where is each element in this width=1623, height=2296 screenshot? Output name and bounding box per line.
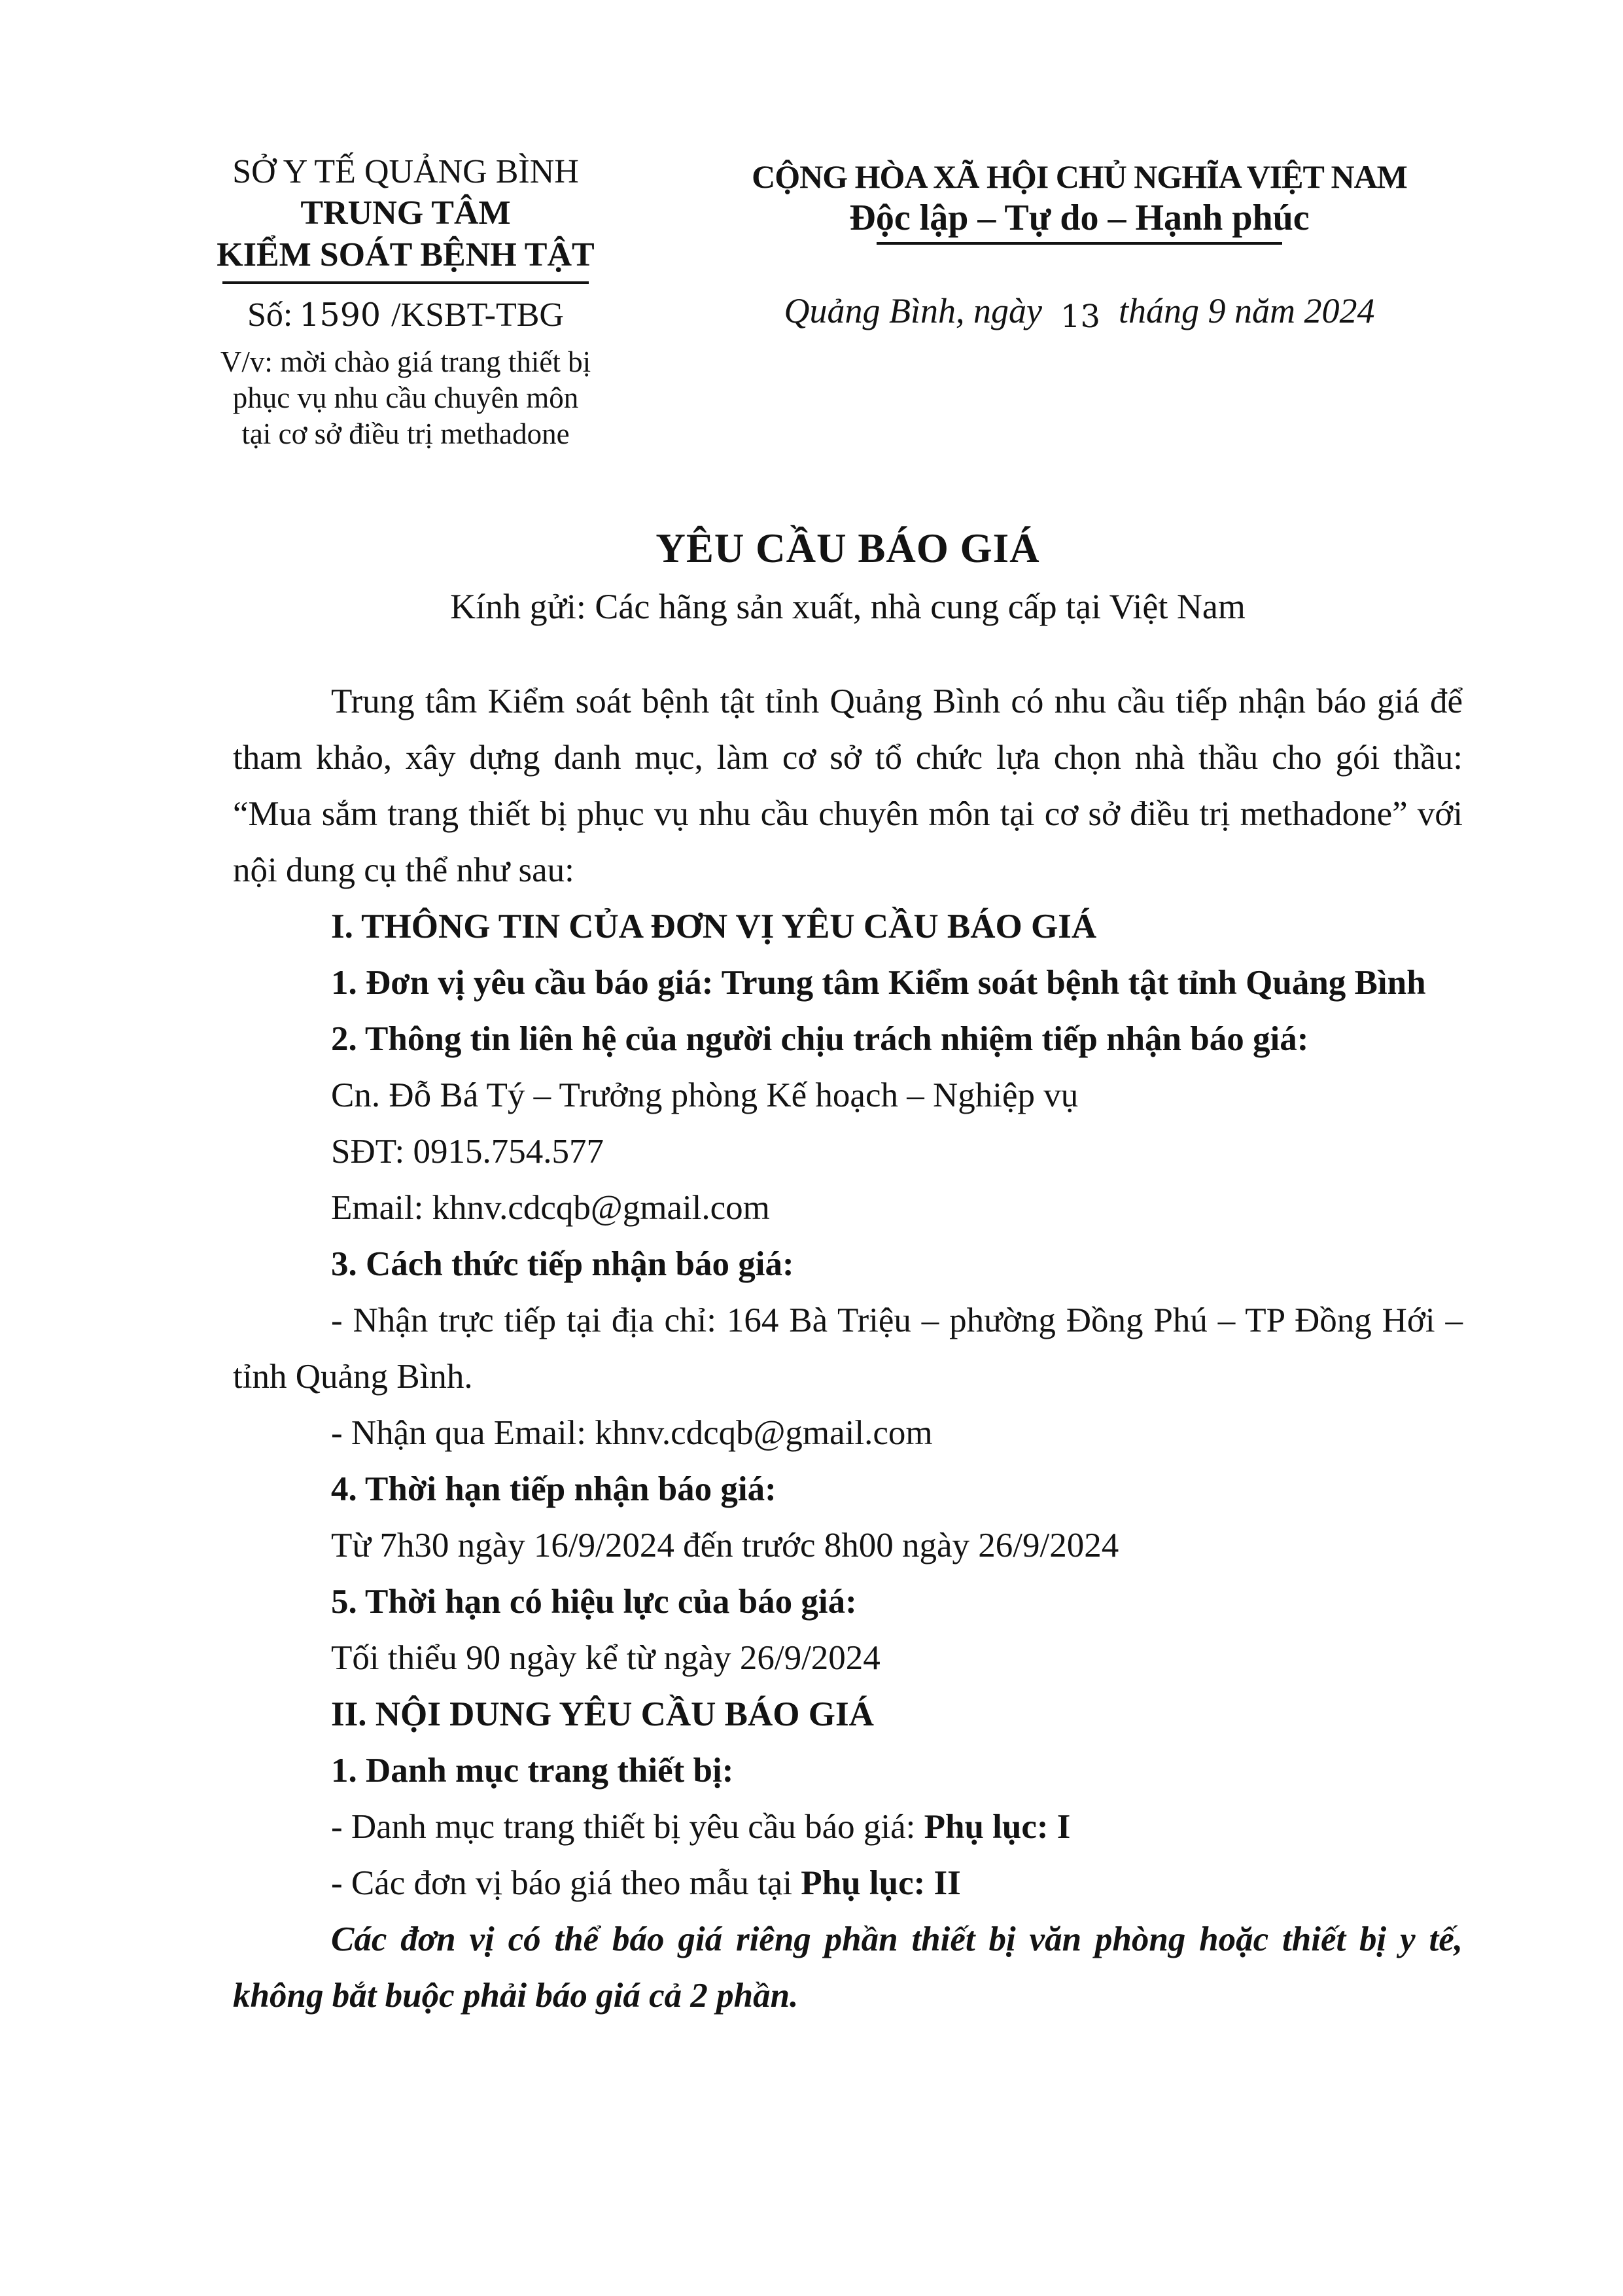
document-number-suffix: /KSBT-TBG [391, 296, 564, 334]
intro-paragraph: Trung tâm Kiểm soát bệnh tật tỉnh Quảng Bình có nhu cầu tiếp nhận báo giá để tham khảo, xây dựng danh mục, làm cơ sở tổ chức lựa chọn nhà thầu cho gói thầu: “Mua sắm trang thiết bị phục vụ nhu cầu chuyên môn tại cơ sở điều trị methadone” với nội dung cụ thể như sau: [233, 682, 1463, 889]
document-title: YÊU CẦU BÁO GIÁ [655, 525, 1040, 571]
contact-person: Cn. Đỗ Bá Tý – Trưởng phòng Kế hoạch – Nghiệp vụ [331, 1076, 1079, 1114]
receive-direct-line: - Nhận trực tiếp tại địa chỉ: 164 Bà Triệu – phường Đồng Phú – TP Đồng Hới – tỉnh Quảng Bình. [233, 1301, 1463, 1396]
section2-item1-heading: 1. Danh mục trang thiết bị: [331, 1752, 734, 1790]
salutation-line: Kính gửi: Các hãng sản xuất, nhà cung cấp tại Việt Nam [450, 587, 1246, 626]
section2-heading: II. NỘI DUNG YÊU CẦU BÁO GIÁ [331, 1695, 874, 1733]
receive-email-line: - Nhận qua Email: khnv.cdcqb@gmail.com [331, 1414, 933, 1452]
agency-underline [222, 281, 589, 284]
document-number [164, 294, 648, 336]
contact-phone: SĐT: 0915.754.577 [331, 1133, 604, 1171]
list-item-appendix1 [233, 1799, 1463, 1855]
validity-line: Tối thiểu 90 ngày kể từ ngày 26/9/2024 [331, 1639, 881, 1677]
appendix1-text: - Danh mục trang thiết bị yêu cầu báo giá: [331, 1808, 924, 1846]
section1-item3-heading: 3. Cách thức tiếp nhận báo giá: [331, 1245, 794, 1283]
national-motto-line2: Độc lập – Tự do – Hạnh phúc [849, 198, 1310, 238]
document-number-value: 1590 [299, 296, 381, 334]
appendix2-ref: Phụ lục: II [801, 1864, 961, 1902]
appendix1-ref: Phụ lục: I [924, 1808, 1071, 1846]
national-header-block [661, 157, 1498, 334]
date-day: 13 [1060, 298, 1101, 335]
deadline-line: Từ 7h30 ngày 16/9/2024 đến trước 8h00 ngày 26/9/2024 [331, 1527, 1119, 1564]
section1-heading: I. THÔNG TIN CỦA ĐƠN VỊ YÊU CẦU BÁO GIÁ [331, 908, 1097, 945]
section1-item5-heading: 5. Thời hạn có hiệu lực của báo giá: [331, 1583, 857, 1621]
national-motto-line1: CỘNG HÒA XÃ HỘI CHỦ NGHĨA VIỆT NAM [752, 158, 1407, 195]
date-prefix: Quảng Bình, ngày [784, 291, 1042, 330]
agency-name-line1: TRUNG TÂM [300, 194, 511, 232]
note-paragraph: Các đơn vị có thể báo giá riêng phần thiết bị văn phòng hoặc thiết bị y tế, không bắt buộc phải báo giá cả 2 phần. [233, 1920, 1463, 2015]
issuing-agency-block [164, 152, 648, 452]
section1-item1: 1. Đơn vị yêu cầu báo giá: Trung tâm Kiểm soát bệnh tật tỉnh Quảng Bình [331, 964, 1426, 1002]
subject-line-3: tại cơ sở điều trị methadone [241, 417, 570, 450]
place-date-line [661, 289, 1498, 334]
subject-line-1: V/v: mời chào giá trang thiết bị [220, 345, 591, 378]
agency-parent-name: SỞ Y TẾ QUẢNG BÌNH [232, 153, 579, 190]
list-item-appendix2 [233, 1855, 1463, 1911]
title-block [233, 523, 1463, 631]
document-body [233, 673, 1463, 2024]
motto-underline [877, 242, 1282, 245]
contact-email: Email: khnv.cdcqb@gmail.com [331, 1189, 770, 1227]
section1-item4-heading: 4. Thời hạn tiếp nhận báo giá: [331, 1470, 777, 1508]
subject-line-2: phục vụ nhu cầu chuyên môn [232, 381, 579, 414]
document-number-label: Số: [247, 296, 293, 334]
agency-name-line2: KIỂM SOÁT BỆNH TẬT [217, 236, 595, 274]
date-suffix: tháng 9 năm 2024 [1119, 291, 1375, 330]
appendix2-text: - Các đơn vị báo giá theo mẫu tại [331, 1864, 801, 1902]
section1-item2-heading: 2. Thông tin liên hệ của người chịu trách nhiệm tiếp nhận báo giá: [331, 1020, 1309, 1058]
